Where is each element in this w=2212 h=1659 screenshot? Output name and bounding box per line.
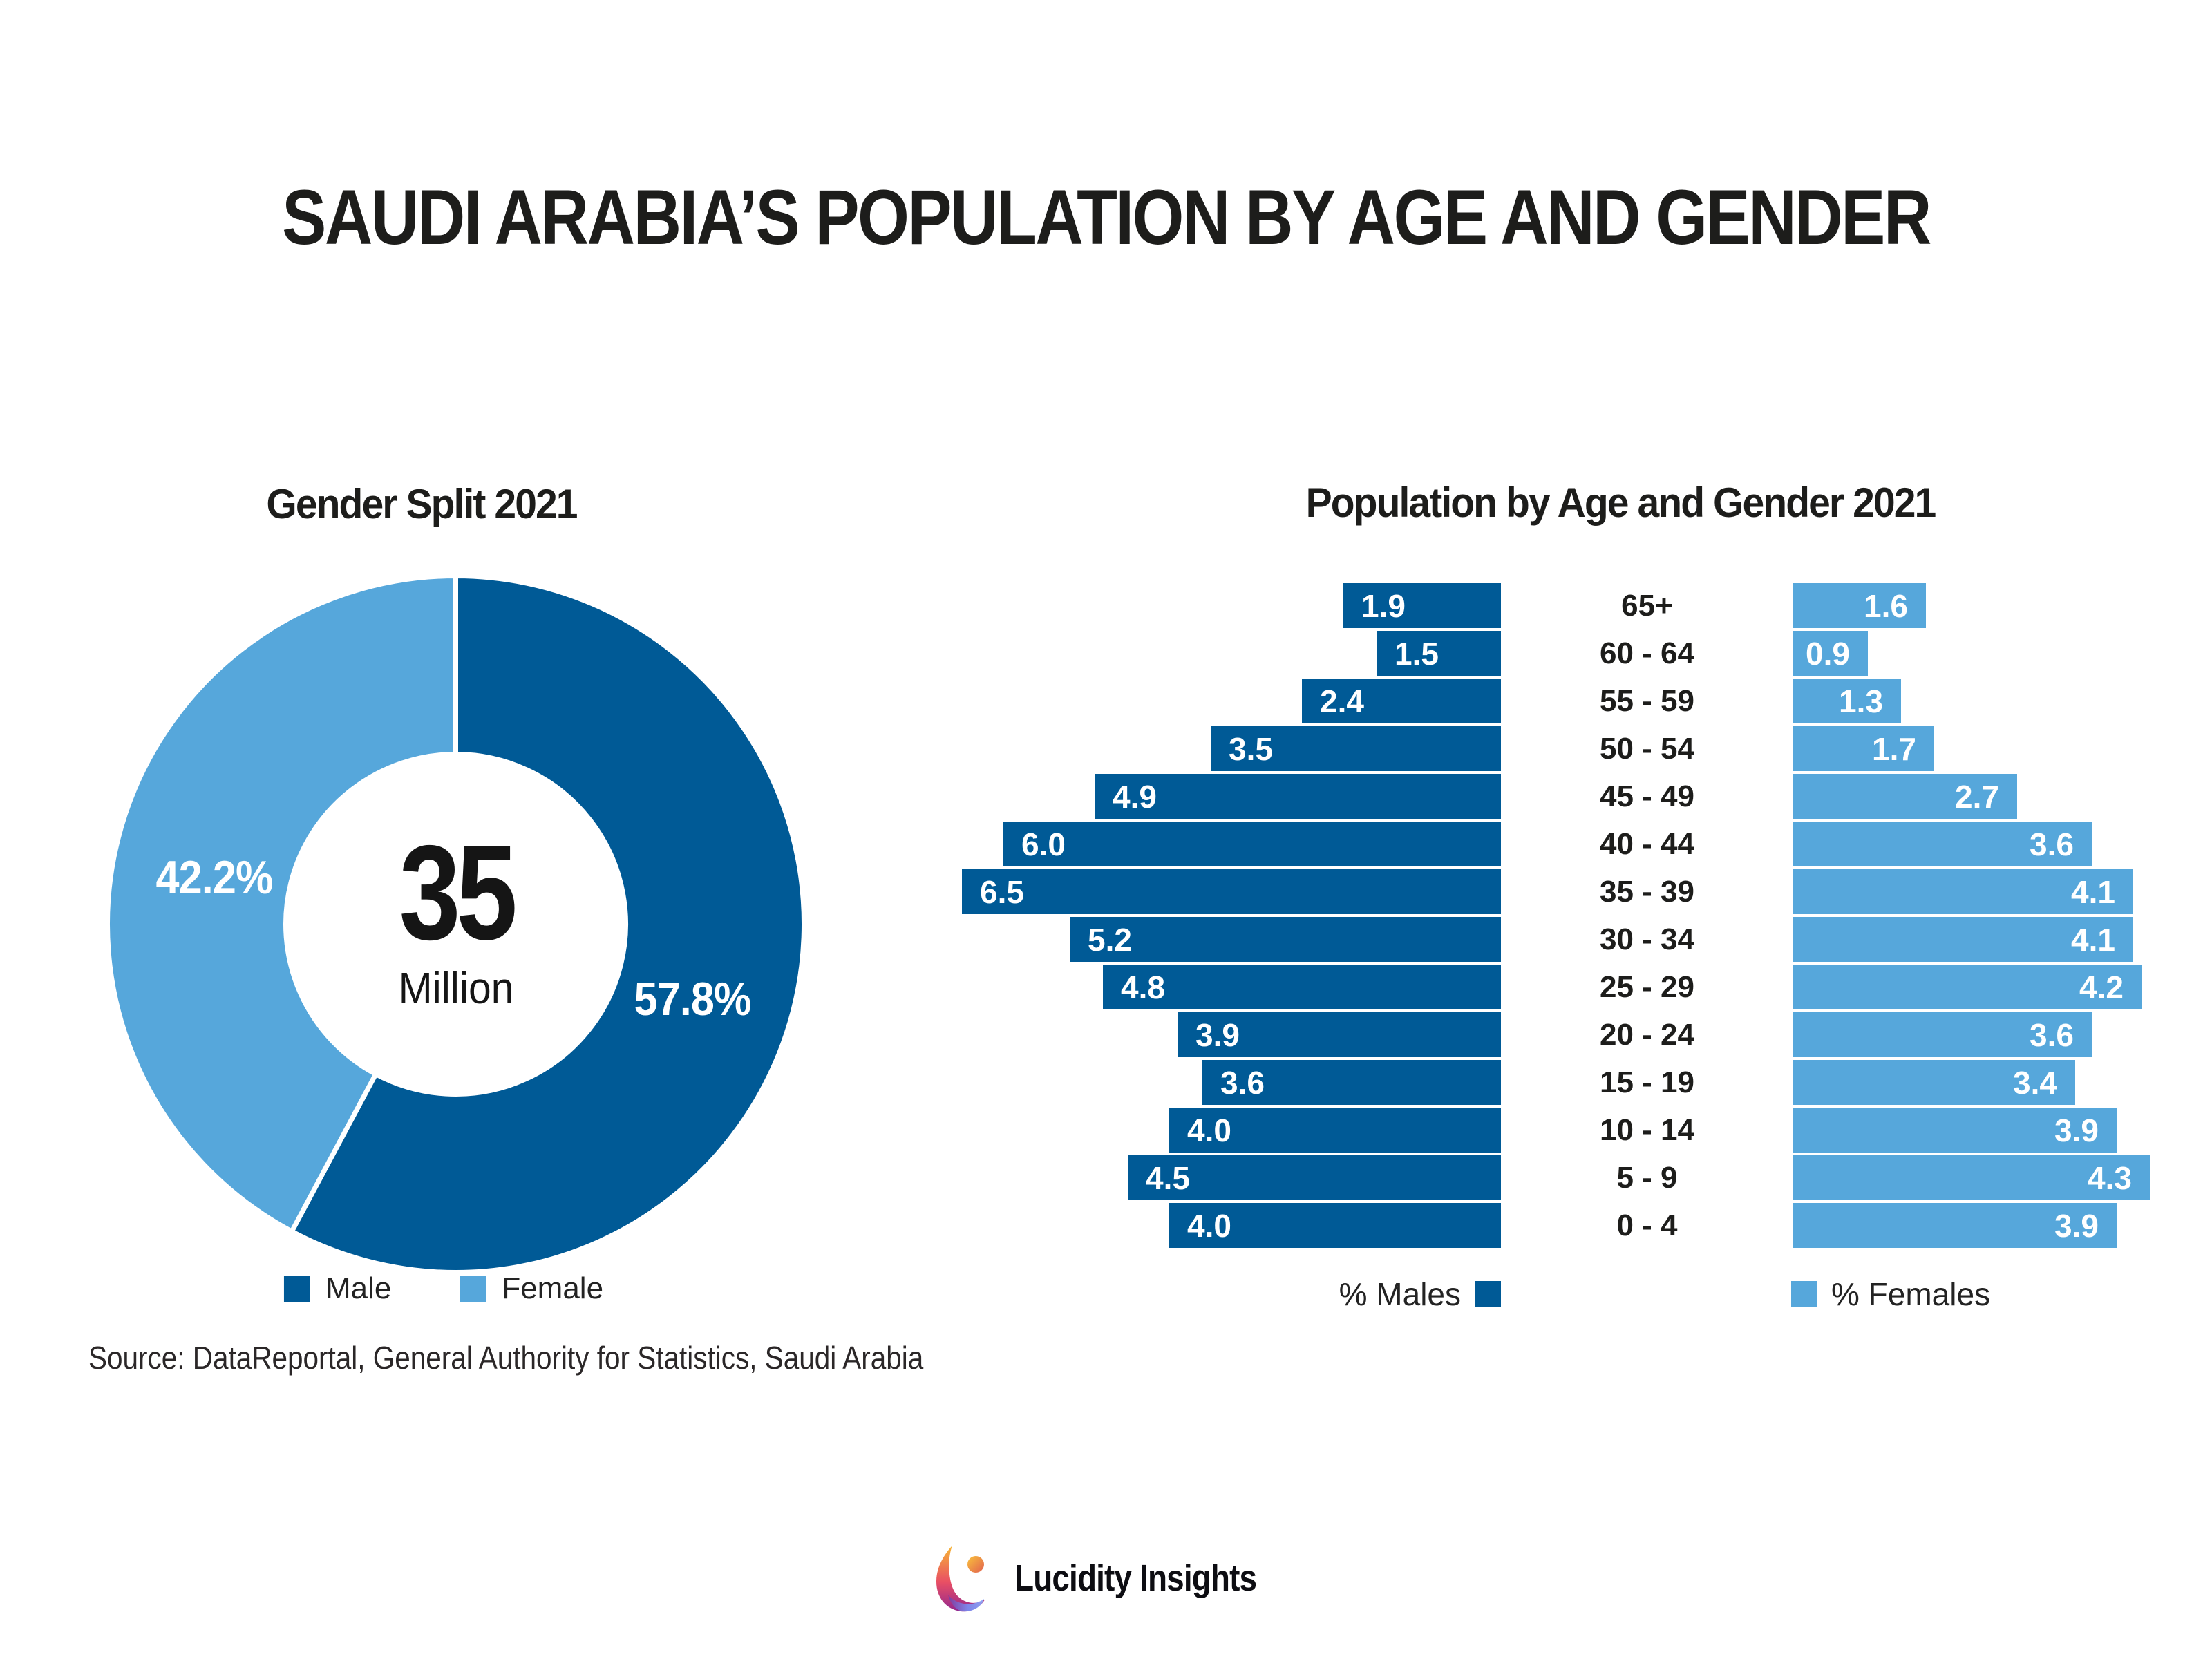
male-bar bbox=[1003, 822, 1501, 866]
age-group-label: 65+ bbox=[1621, 589, 1673, 623]
females-series-legend bbox=[1791, 1276, 1990, 1313]
female-bar bbox=[1793, 774, 2017, 819]
age-group-label: 35 - 39 bbox=[1600, 875, 1694, 909]
male-bar bbox=[1343, 583, 1501, 628]
female-bar-value: 4.2 bbox=[2079, 969, 2124, 1005]
male-bar bbox=[1202, 1060, 1501, 1105]
female-bar-value: 4.1 bbox=[2071, 873, 2115, 910]
female-bar bbox=[1793, 631, 1868, 676]
age-group-label: 0 - 4 bbox=[1616, 1208, 1678, 1242]
male-bar bbox=[1178, 1012, 1501, 1057]
female-bar-value: 4.3 bbox=[2088, 1159, 2132, 1196]
female-bar bbox=[1793, 583, 1926, 628]
male-bar bbox=[1169, 1108, 1501, 1153]
logo-body-shape bbox=[936, 1546, 985, 1611]
female-bar bbox=[1793, 1155, 2150, 1200]
male-bar-value: 6.5 bbox=[980, 873, 1024, 910]
female-bar-value: 3.4 bbox=[2013, 1064, 2057, 1101]
male-bar-value: 6.0 bbox=[1021, 826, 1066, 862]
donut-legend bbox=[284, 1271, 603, 1306]
male-legend-label: Male bbox=[325, 1271, 392, 1305]
lucidity-logo-icon bbox=[934, 1544, 990, 1613]
male-share-label: 57.8% bbox=[634, 973, 751, 1025]
female-bar-value: 0.9 bbox=[1806, 635, 1850, 672]
female-legend-swatch bbox=[460, 1276, 486, 1302]
female-bar bbox=[1793, 726, 1934, 771]
male-bar-value: 4.0 bbox=[1187, 1112, 1231, 1148]
pyramid-row bbox=[948, 679, 2180, 723]
pyramid-row bbox=[948, 917, 2180, 962]
female-bar bbox=[1793, 1060, 2075, 1105]
population-pyramid bbox=[948, 583, 2180, 1251]
male-bar bbox=[1302, 679, 1501, 723]
pyramid-row bbox=[948, 631, 2180, 676]
male-bar bbox=[1128, 1155, 1501, 1200]
pyramid-row bbox=[948, 1203, 2180, 1248]
female-bar-value: 4.1 bbox=[2071, 921, 2115, 958]
lucidity-logo-text: Lucidity Insights bbox=[1014, 1557, 1257, 1599]
female-bar-value: 3.6 bbox=[2030, 826, 2074, 862]
female-bar bbox=[1793, 1203, 2117, 1248]
male-bar bbox=[1211, 726, 1501, 771]
pyramid-row bbox=[948, 1012, 2180, 1057]
male-bar-value: 4.0 bbox=[1187, 1207, 1231, 1244]
age-group-label: 30 - 34 bbox=[1600, 922, 1694, 956]
age-group-label: 55 - 59 bbox=[1600, 684, 1694, 718]
female-bar bbox=[1793, 869, 2133, 914]
male-legend-item bbox=[284, 1271, 391, 1306]
female-legend-label: Female bbox=[502, 1271, 604, 1305]
female-bar bbox=[1793, 679, 1901, 723]
female-bar bbox=[1793, 965, 2142, 1009]
females-series-swatch bbox=[1791, 1281, 1817, 1307]
male-bar-value: 1.9 bbox=[1361, 587, 1406, 624]
pyramid-row bbox=[948, 774, 2180, 819]
pyramid-row bbox=[948, 726, 2180, 771]
female-bar-value: 2.7 bbox=[1955, 778, 1999, 815]
pyramid-row bbox=[948, 1155, 2180, 1200]
male-bar-value: 4.9 bbox=[1113, 778, 1157, 815]
male-bar bbox=[962, 869, 1501, 914]
pyramid-chart-title: Population by Age and Gender 2021 bbox=[1305, 480, 1936, 526]
age-group-label: 25 - 29 bbox=[1600, 970, 1694, 1004]
female-bar-value: 3.6 bbox=[2030, 1016, 2074, 1053]
pyramid-row bbox=[948, 869, 2180, 914]
donut-chart-title: Gender Split 2021 bbox=[266, 481, 577, 527]
male-bar-value: 4.5 bbox=[1146, 1159, 1190, 1196]
male-bar bbox=[1095, 774, 1501, 819]
male-bar-value: 4.8 bbox=[1121, 969, 1165, 1005]
page-title: SAUDI ARABIA’S POPULATION BY AGE AND GENDER bbox=[282, 174, 1930, 260]
male-bar-value: 3.6 bbox=[1220, 1064, 1265, 1101]
female-bar-value: 1.6 bbox=[1864, 587, 1908, 624]
male-bar bbox=[1169, 1203, 1501, 1248]
male-bar bbox=[1070, 917, 1501, 962]
male-bar-value: 5.2 bbox=[1088, 921, 1132, 958]
total-population-unit: Million bbox=[398, 963, 514, 1013]
females-series-label: % Females bbox=[1831, 1276, 1991, 1312]
males-series-swatch bbox=[1475, 1281, 1501, 1307]
female-bar-value: 1.3 bbox=[1839, 683, 1883, 719]
males-series-label: % Males bbox=[1339, 1276, 1461, 1312]
pyramid-row bbox=[948, 1060, 2180, 1105]
pyramid-row bbox=[948, 1108, 2180, 1153]
female-legend-item bbox=[460, 1271, 603, 1306]
female-bar bbox=[1793, 917, 2133, 962]
age-group-label: 40 - 44 bbox=[1600, 827, 1694, 861]
total-population-value: 35 bbox=[399, 817, 513, 968]
female-bar bbox=[1793, 822, 2092, 866]
female-bar bbox=[1793, 1108, 2117, 1153]
male-bar-value: 3.5 bbox=[1229, 730, 1273, 767]
male-bar bbox=[1103, 965, 1501, 1009]
female-bar-value: 3.9 bbox=[2054, 1112, 2099, 1148]
female-bar bbox=[1793, 1012, 2092, 1057]
age-group-label: 5 - 9 bbox=[1616, 1161, 1678, 1195]
female-bar-value: 1.7 bbox=[1872, 730, 1916, 767]
source-note: Source: DataReportal, General Authority for Statistics, Saudi Arabia bbox=[88, 1340, 924, 1376]
male-legend-swatch bbox=[284, 1276, 310, 1302]
age-group-label: 60 - 64 bbox=[1600, 636, 1694, 670]
age-group-label: 10 - 14 bbox=[1600, 1113, 1694, 1147]
pyramid-row bbox=[948, 822, 2180, 866]
male-bar-value: 2.4 bbox=[1320, 683, 1364, 719]
pyramid-row bbox=[948, 965, 2180, 1009]
logo-dot bbox=[967, 1556, 984, 1573]
female-share-label: 42.2% bbox=[155, 851, 273, 904]
age-group-label: 45 - 49 bbox=[1600, 779, 1694, 813]
males-series-legend bbox=[1339, 1276, 1501, 1313]
age-group-label: 20 - 24 bbox=[1600, 1018, 1694, 1052]
male-bar-value: 1.5 bbox=[1395, 635, 1439, 672]
female-bar-value: 3.9 bbox=[2054, 1207, 2099, 1244]
age-group-label: 50 - 54 bbox=[1600, 732, 1694, 766]
male-bar-value: 3.9 bbox=[1195, 1016, 1240, 1053]
pyramid-row bbox=[948, 583, 2180, 628]
male-bar bbox=[1377, 631, 1501, 676]
age-group-label: 15 - 19 bbox=[1600, 1065, 1694, 1099]
